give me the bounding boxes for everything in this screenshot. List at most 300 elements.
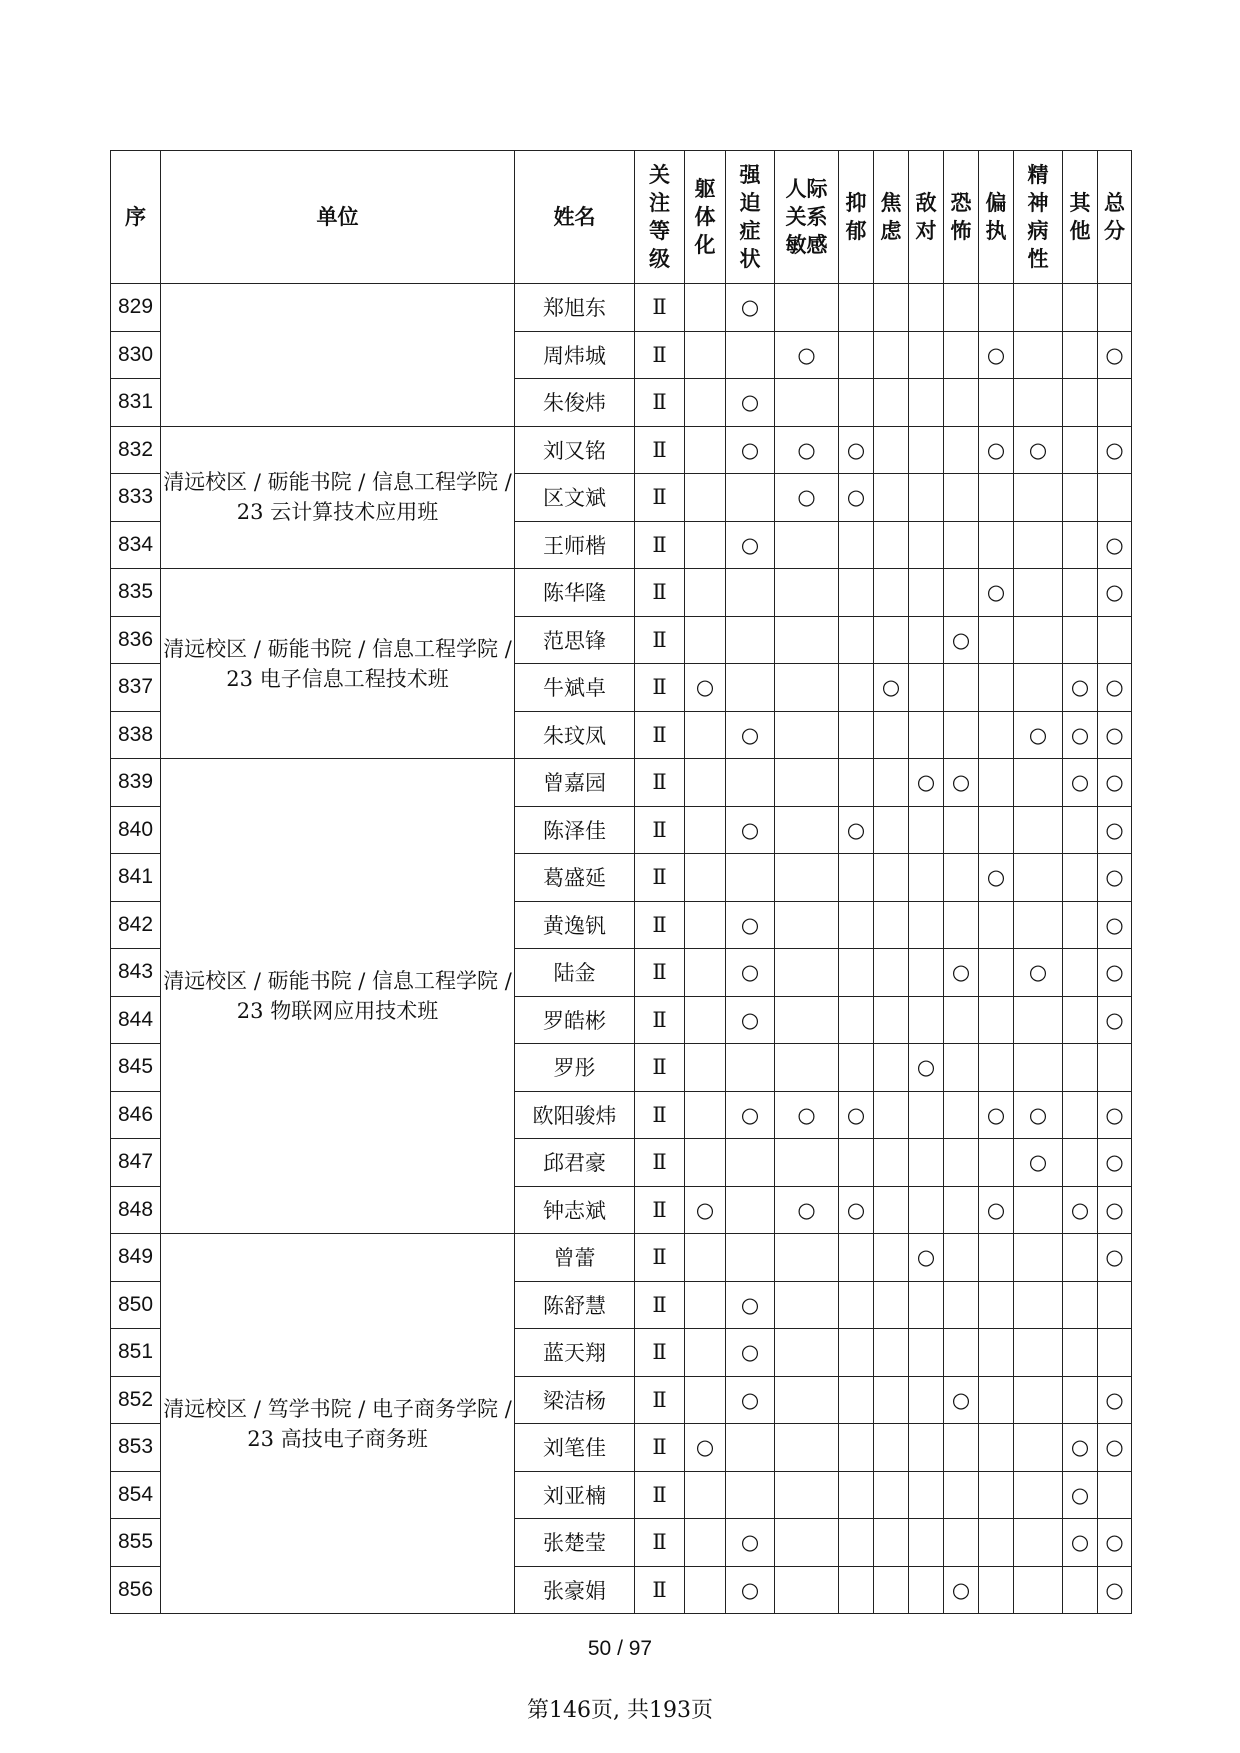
mark-hostility — [909, 379, 944, 427]
mark-psychoticism: ○ — [1014, 1091, 1063, 1139]
student-name: 蓝天翔 — [515, 1329, 635, 1377]
mark-total: ○ — [1098, 1234, 1132, 1282]
attention-level: Ⅱ — [635, 331, 685, 379]
mark-hostility — [909, 1566, 944, 1614]
mark-psychoticism — [1014, 806, 1063, 854]
mark-hostility — [909, 1376, 944, 1424]
mark-total — [1098, 616, 1132, 664]
mark-anxiety — [874, 521, 909, 569]
table-row — [111, 1234, 1132, 1282]
mark-depression — [839, 1471, 874, 1519]
mark-paranoia — [979, 664, 1014, 712]
attention-level: Ⅱ — [635, 1471, 685, 1519]
row-seq: 829 — [111, 284, 161, 332]
mark-interpersonal — [775, 1376, 839, 1424]
header-phobia: 恐 怖 — [944, 151, 979, 284]
header-somatization: 躯 体 化 — [685, 151, 726, 284]
header-psychoticism: 精 神 病 性 — [1014, 151, 1063, 284]
mark-anxiety — [874, 1519, 909, 1567]
attention-level: Ⅱ — [635, 1139, 685, 1187]
mark-phobia — [944, 474, 979, 522]
mark-paranoia — [979, 379, 1014, 427]
mark-phobia — [944, 806, 979, 854]
mark-somatization — [685, 1376, 726, 1424]
mark-phobia: ○ — [944, 1376, 979, 1424]
mark-phobia: ○ — [944, 949, 979, 997]
mark-ocd — [726, 1186, 775, 1234]
mark-interpersonal — [775, 616, 839, 664]
mark-paranoia — [979, 1329, 1014, 1377]
mark-total: ○ — [1098, 901, 1132, 949]
student-name: 葛盛延 — [515, 854, 635, 902]
mark-somatization — [685, 1044, 726, 1092]
mark-anxiety — [874, 901, 909, 949]
mark-phobia — [944, 901, 979, 949]
mark-interpersonal — [775, 806, 839, 854]
mark-depression — [839, 996, 874, 1044]
mark-depression — [839, 711, 874, 759]
mark-paranoia — [979, 1139, 1014, 1187]
row-seq: 841 — [111, 854, 161, 902]
mark-hostility — [909, 569, 944, 617]
row-seq: 835 — [111, 569, 161, 617]
header-level: 关 注 等 级 — [635, 151, 685, 284]
mark-paranoia — [979, 284, 1014, 332]
mark-psychoticism — [1014, 284, 1063, 332]
header-depression: 抑 郁 — [839, 151, 874, 284]
mark-total: ○ — [1098, 1424, 1132, 1472]
row-seq: 830 — [111, 331, 161, 379]
mark-ocd: ○ — [726, 1091, 775, 1139]
mark-hostility — [909, 1091, 944, 1139]
mark-total: ○ — [1098, 426, 1132, 474]
attention-level: Ⅱ — [635, 996, 685, 1044]
student-name: 牛斌卓 — [515, 664, 635, 712]
mark-paranoia — [979, 1376, 1014, 1424]
mark-depression: ○ — [839, 1091, 874, 1139]
mark-other: ○ — [1063, 759, 1098, 807]
unit-cell: 清远校区 / 笃学书院 / 电子商务学院 / 23 高技电子商务班 — [161, 1234, 515, 1614]
mark-phobia — [944, 1281, 979, 1329]
mark-hostility — [909, 1519, 944, 1567]
mark-paranoia — [979, 996, 1014, 1044]
mark-other — [1063, 331, 1098, 379]
mark-anxiety — [874, 949, 909, 997]
attention-level: Ⅱ — [635, 664, 685, 712]
mark-depression — [839, 1519, 874, 1567]
mark-phobia — [944, 1519, 979, 1567]
mark-phobia — [944, 426, 979, 474]
attention-level: Ⅱ — [635, 1091, 685, 1139]
mark-depression — [839, 1566, 874, 1614]
attention-level: Ⅱ — [635, 1329, 685, 1377]
mark-anxiety: ○ — [874, 664, 909, 712]
mark-ocd: ○ — [726, 1281, 775, 1329]
mark-other — [1063, 1091, 1098, 1139]
attention-level: Ⅱ — [635, 949, 685, 997]
row-seq: 856 — [111, 1566, 161, 1614]
mark-psychoticism — [1014, 759, 1063, 807]
mark-depression — [839, 1044, 874, 1092]
mark-interpersonal — [775, 1044, 839, 1092]
mark-other — [1063, 1234, 1098, 1282]
mark-paranoia: ○ — [979, 1091, 1014, 1139]
mark-other — [1063, 426, 1098, 474]
mark-psychoticism — [1014, 1186, 1063, 1234]
mark-interpersonal — [775, 996, 839, 1044]
mark-somatization: ○ — [685, 1186, 726, 1234]
mark-hostility — [909, 949, 944, 997]
mark-phobia — [944, 996, 979, 1044]
row-seq: 840 — [111, 806, 161, 854]
mark-anxiety — [874, 331, 909, 379]
mark-interpersonal — [775, 569, 839, 617]
mark-depression — [839, 569, 874, 617]
mark-somatization — [685, 1329, 726, 1377]
mark-ocd — [726, 1471, 775, 1519]
mark-ocd — [726, 1139, 775, 1187]
mark-ocd — [726, 759, 775, 807]
student-name: 陈舒慧 — [515, 1281, 635, 1329]
mark-interpersonal — [775, 759, 839, 807]
header-row — [111, 151, 1132, 284]
student-name: 欧阳骏炜 — [515, 1091, 635, 1139]
mark-total: ○ — [1098, 759, 1132, 807]
mark-total — [1098, 1329, 1132, 1377]
student-name: 罗彤 — [515, 1044, 635, 1092]
mark-somatization — [685, 1519, 726, 1567]
mark-interpersonal — [775, 1329, 839, 1377]
mark-anxiety — [874, 474, 909, 522]
mark-other: ○ — [1063, 711, 1098, 759]
attention-level: Ⅱ — [635, 1566, 685, 1614]
mark-somatization — [685, 379, 726, 427]
row-seq: 834 — [111, 521, 161, 569]
mark-somatization — [685, 1234, 726, 1282]
attention-level: Ⅱ — [635, 711, 685, 759]
mark-paranoia — [979, 1281, 1014, 1329]
mark-ocd: ○ — [726, 1566, 775, 1614]
mark-ocd: ○ — [726, 996, 775, 1044]
mark-interpersonal — [775, 711, 839, 759]
mark-total: ○ — [1098, 806, 1132, 854]
row-seq: 842 — [111, 901, 161, 949]
mark-interpersonal: ○ — [775, 1186, 839, 1234]
mark-psychoticism — [1014, 521, 1063, 569]
mark-other — [1063, 949, 1098, 997]
row-seq: 848 — [111, 1186, 161, 1234]
header-other: 其 他 — [1063, 151, 1098, 284]
mark-somatization — [685, 901, 726, 949]
mark-hostility — [909, 331, 944, 379]
mark-anxiety — [874, 616, 909, 664]
mark-interpersonal — [775, 664, 839, 712]
mark-hostility — [909, 664, 944, 712]
mark-other: ○ — [1063, 1471, 1098, 1519]
mark-paranoia: ○ — [979, 1186, 1014, 1234]
mark-psychoticism — [1014, 1044, 1063, 1092]
mark-ocd: ○ — [726, 1519, 775, 1567]
mark-ocd: ○ — [726, 426, 775, 474]
mark-depression: ○ — [839, 474, 874, 522]
mark-depression: ○ — [839, 806, 874, 854]
mark-total: ○ — [1098, 1519, 1132, 1567]
mark-other — [1063, 474, 1098, 522]
mark-paranoia — [979, 901, 1014, 949]
mark-depression — [839, 1281, 874, 1329]
mark-other — [1063, 521, 1098, 569]
mark-hostility: ○ — [909, 1044, 944, 1092]
mark-psychoticism — [1014, 854, 1063, 902]
student-roster-table — [110, 150, 1132, 1614]
mark-somatization — [685, 759, 726, 807]
mark-hostility — [909, 521, 944, 569]
mark-depression — [839, 284, 874, 332]
mark-total — [1098, 379, 1132, 427]
attention-level: Ⅱ — [635, 806, 685, 854]
mark-total: ○ — [1098, 711, 1132, 759]
mark-anxiety — [874, 284, 909, 332]
row-seq: 833 — [111, 474, 161, 522]
mark-depression — [839, 759, 874, 807]
student-name: 范思锋 — [515, 616, 635, 664]
row-seq: 844 — [111, 996, 161, 1044]
mark-phobia — [944, 331, 979, 379]
mark-total: ○ — [1098, 1186, 1132, 1234]
mark-ocd: ○ — [726, 1376, 775, 1424]
row-seq: 846 — [111, 1091, 161, 1139]
attention-level: Ⅱ — [635, 379, 685, 427]
mark-anxiety — [874, 1234, 909, 1282]
mark-psychoticism: ○ — [1014, 949, 1063, 997]
attention-level: Ⅱ — [635, 1186, 685, 1234]
table-row — [111, 759, 1132, 807]
mark-anxiety — [874, 854, 909, 902]
mark-anxiety — [874, 711, 909, 759]
mark-interpersonal: ○ — [775, 426, 839, 474]
attention-level: Ⅱ — [635, 426, 685, 474]
mark-depression — [839, 1329, 874, 1377]
mark-phobia — [944, 521, 979, 569]
header-anxiety: 焦 虑 — [874, 151, 909, 284]
attention-level: Ⅱ — [635, 521, 685, 569]
mark-total: ○ — [1098, 569, 1132, 617]
mark-phobia — [944, 1186, 979, 1234]
mark-total: ○ — [1098, 1091, 1132, 1139]
attention-level: Ⅱ — [635, 569, 685, 617]
mark-interpersonal: ○ — [775, 331, 839, 379]
mark-total — [1098, 1044, 1132, 1092]
mark-anxiety — [874, 1424, 909, 1472]
student-name: 钟志斌 — [515, 1186, 635, 1234]
mark-ocd: ○ — [726, 901, 775, 949]
mark-other — [1063, 1329, 1098, 1377]
mark-hostility — [909, 1139, 944, 1187]
mark-psychoticism — [1014, 616, 1063, 664]
header-hostility: 敌 对 — [909, 151, 944, 284]
mark-depression — [839, 1234, 874, 1282]
mark-anxiety — [874, 1091, 909, 1139]
student-name: 刘又铭 — [515, 426, 635, 474]
mark-paranoia — [979, 806, 1014, 854]
row-seq: 843 — [111, 949, 161, 997]
mark-other — [1063, 1139, 1098, 1187]
student-name: 区文斌 — [515, 474, 635, 522]
mark-interpersonal: ○ — [775, 474, 839, 522]
mark-psychoticism — [1014, 1471, 1063, 1519]
student-name: 朱玟凤 — [515, 711, 635, 759]
mark-phobia — [944, 854, 979, 902]
mark-psychoticism — [1014, 996, 1063, 1044]
student-name: 张豪娟 — [515, 1566, 635, 1614]
row-seq: 852 — [111, 1376, 161, 1424]
mark-total: ○ — [1098, 854, 1132, 902]
mark-total: ○ — [1098, 949, 1132, 997]
mark-hostility — [909, 426, 944, 474]
mark-ocd: ○ — [726, 521, 775, 569]
mark-hostility — [909, 806, 944, 854]
mark-depression: ○ — [839, 426, 874, 474]
mark-phobia — [944, 284, 979, 332]
mark-ocd — [726, 474, 775, 522]
mark-ocd: ○ — [726, 806, 775, 854]
mark-total: ○ — [1098, 331, 1132, 379]
mark-ocd — [726, 331, 775, 379]
mark-ocd: ○ — [726, 379, 775, 427]
attention-level: Ⅱ — [635, 1376, 685, 1424]
mark-ocd: ○ — [726, 284, 775, 332]
mark-ocd — [726, 1234, 775, 1282]
mark-interpersonal — [775, 1519, 839, 1567]
student-name: 曾蕾 — [515, 1234, 635, 1282]
mark-paranoia — [979, 1566, 1014, 1614]
mark-anxiety — [874, 379, 909, 427]
table-row — [111, 569, 1132, 617]
mark-hostility — [909, 284, 944, 332]
mark-ocd — [726, 664, 775, 712]
mark-total: ○ — [1098, 1566, 1132, 1614]
mark-phobia — [944, 1424, 979, 1472]
student-name: 陆金 — [515, 949, 635, 997]
mark-anxiety — [874, 1281, 909, 1329]
mark-phobia: ○ — [944, 616, 979, 664]
mark-anxiety — [874, 426, 909, 474]
mark-interpersonal — [775, 284, 839, 332]
attention-level: Ⅱ — [635, 284, 685, 332]
mark-anxiety — [874, 996, 909, 1044]
student-name: 邱君豪 — [515, 1139, 635, 1187]
mark-phobia — [944, 664, 979, 712]
mark-other — [1063, 854, 1098, 902]
mark-hostility — [909, 711, 944, 759]
mark-paranoia — [979, 474, 1014, 522]
mark-psychoticism — [1014, 331, 1063, 379]
mark-depression — [839, 616, 874, 664]
mark-total — [1098, 1471, 1132, 1519]
student-name: 刘亚楠 — [515, 1471, 635, 1519]
attention-level: Ⅱ — [635, 759, 685, 807]
mark-anxiety — [874, 759, 909, 807]
mark-other: ○ — [1063, 1424, 1098, 1472]
mark-phobia — [944, 379, 979, 427]
header-unit: 单位 — [161, 151, 515, 284]
mark-interpersonal — [775, 1424, 839, 1472]
mark-depression — [839, 521, 874, 569]
mark-ocd — [726, 1044, 775, 1092]
header-interpersonal: 人际 关系 敏感 — [775, 151, 839, 284]
mark-paranoia — [979, 616, 1014, 664]
mark-paranoia — [979, 711, 1014, 759]
mark-phobia — [944, 1234, 979, 1282]
mark-interpersonal — [775, 1281, 839, 1329]
mark-somatization — [685, 331, 726, 379]
student-name: 刘笔佳 — [515, 1424, 635, 1472]
mark-paranoia: ○ — [979, 854, 1014, 902]
mark-other — [1063, 1566, 1098, 1614]
mark-psychoticism — [1014, 1519, 1063, 1567]
row-seq: 838 — [111, 711, 161, 759]
row-seq: 853 — [111, 1424, 161, 1472]
mark-ocd — [726, 1424, 775, 1472]
mark-hostility: ○ — [909, 759, 944, 807]
row-seq: 855 — [111, 1519, 161, 1567]
mark-interpersonal — [775, 949, 839, 997]
mark-other — [1063, 284, 1098, 332]
mark-interpersonal — [775, 854, 839, 902]
mark-total: ○ — [1098, 1139, 1132, 1187]
header-seq: 序 — [111, 151, 161, 284]
row-seq: 832 — [111, 426, 161, 474]
mark-paranoia — [979, 1424, 1014, 1472]
mark-hostility — [909, 1281, 944, 1329]
mark-somatization — [685, 1281, 726, 1329]
mark-phobia — [944, 1044, 979, 1092]
mark-other: ○ — [1063, 1186, 1098, 1234]
mark-phobia — [944, 1091, 979, 1139]
row-seq: 831 — [111, 379, 161, 427]
mark-somatization — [685, 1471, 726, 1519]
mark-ocd: ○ — [726, 711, 775, 759]
mark-other: ○ — [1063, 1519, 1098, 1567]
unit-cell: 清远校区 / 砺能书院 / 信息工程学院 / 23 电子信息工程技术班 — [161, 569, 515, 759]
mark-interpersonal — [775, 1139, 839, 1187]
attention-level: Ⅱ — [635, 1044, 685, 1092]
mark-total: ○ — [1098, 1376, 1132, 1424]
mark-depression — [839, 854, 874, 902]
student-name: 郑旭东 — [515, 284, 635, 332]
mark-psychoticism — [1014, 474, 1063, 522]
attention-level: Ⅱ — [635, 901, 685, 949]
mark-depression — [839, 1376, 874, 1424]
unit-cell — [161, 284, 515, 427]
mark-somatization — [685, 569, 726, 617]
mark-paranoia — [979, 1471, 1014, 1519]
mark-interpersonal — [775, 379, 839, 427]
mark-interpersonal — [775, 1471, 839, 1519]
row-seq: 847 — [111, 1139, 161, 1187]
attention-level: Ⅱ — [635, 1424, 685, 1472]
mark-hostility — [909, 996, 944, 1044]
mark-paranoia — [979, 759, 1014, 807]
attention-level: Ⅱ — [635, 474, 685, 522]
mark-other: ○ — [1063, 664, 1098, 712]
mark-hostility — [909, 1329, 944, 1377]
header-total: 总 分 — [1098, 151, 1132, 284]
mark-psychoticism: ○ — [1014, 711, 1063, 759]
mark-total — [1098, 474, 1132, 522]
student-name: 梁洁杨 — [515, 1376, 635, 1424]
student-name: 罗皓彬 — [515, 996, 635, 1044]
